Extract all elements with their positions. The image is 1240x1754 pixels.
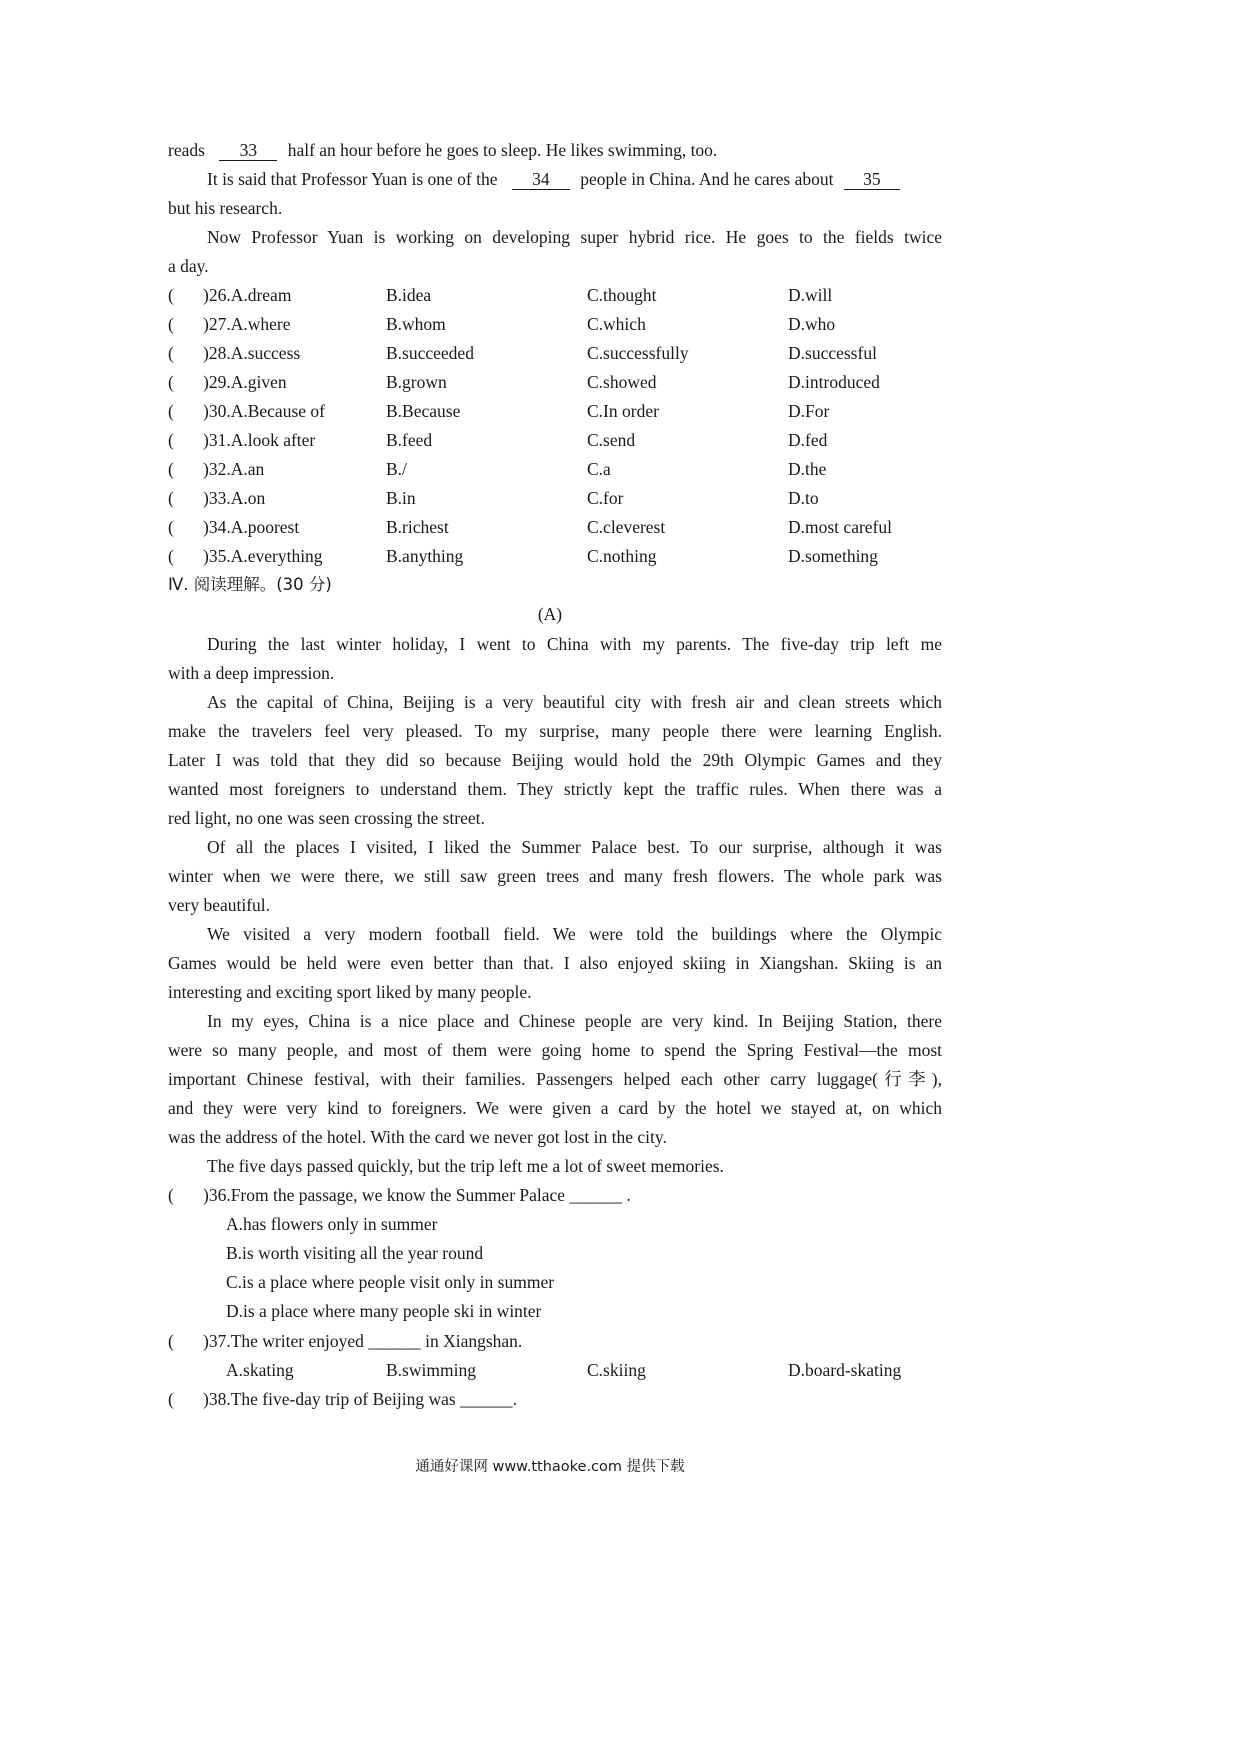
option-c: C.for [587,488,624,508]
option-b: B.anything [386,546,464,566]
option-c: C.successfully [587,343,689,363]
passage-line: important Chinese festival, with their families. Passengers helped each other carry luggage(行李), [168,1069,942,1089]
passage-line: We visited a very modern football field. We were told the buildings where the Olympic [207,924,942,944]
option-a: A.has flowers only in summer [226,1214,438,1234]
question-text: )37.The writer enjoyed ______ in Xiangshan. [203,1331,523,1351]
answer-paren: ( [168,1185,174,1205]
answer-paren: ( [168,488,174,508]
blank-33: 33 [219,140,277,161]
option-a: )27.A.where [203,314,291,334]
option-c: C.nothing [587,546,657,566]
answer-paren: ( [168,1389,174,1409]
answer-paren: ( [168,343,174,363]
option-a: )35.A.everything [203,546,323,566]
option-a: )28.A.success [203,343,301,363]
option-c: C.is a place where people visit only in summer [226,1272,555,1292]
cloze-question [0,312,1100,336]
option-b: B.succeeded [386,343,474,363]
option-a: )29.A.given [203,372,287,392]
passage-line: were so many people, and most of them were going home to spend the Spring Festival—the most [168,1040,942,1060]
option-a: A.skating [226,1360,294,1380]
cloze-line: Now Professor Yuan is working on developing super hybrid rice. He goes to the fields twice [207,227,942,247]
option-c: C.In order [587,401,659,421]
cloze-text: reads [168,140,205,160]
option-a: )32.A.an [203,459,265,479]
cloze-question [0,428,1100,452]
answer-paren: ( [168,372,174,392]
blank-34: 34 [512,169,570,190]
answer-paren: ( [168,285,174,305]
option-b: B.whom [386,314,446,334]
blank-35: 35 [844,169,900,190]
option-d: D.something [788,546,878,566]
answer-paren: ( [168,430,174,450]
option-d: D.to [788,488,819,508]
option-d: D.the [788,459,827,479]
option-d: D.fed [788,430,828,450]
page-footer: 通通好课网 www.tthaoke.com 提供下载 [415,1459,685,1475]
option-a: )30.A.Because of [203,401,325,421]
cloze-line: a day. [168,256,209,276]
cloze-text: people in China. And he cares about [580,169,834,189]
passage-line: wanted most foreigners to understand them. They strictly kept the traffic rules. When there was a [168,779,942,799]
passage-line: winter when we were there, we still saw green trees and many fresh flowers. The whole park was [168,866,942,886]
option-c: C.a [587,459,611,479]
option-c: C.send [587,430,636,450]
section-heading: Ⅳ. 阅读理解。(30 分) [168,575,332,594]
cloze-text: It is said that Professor Yuan is one of the [207,169,498,189]
option-d: D.most careful [788,517,892,537]
passage-line: Games would be held were even better than that. I also enjoyed skiing in Xiangshan. Skiing is an [168,953,942,973]
option-d: D.is a place where many people ski in winter [226,1301,542,1321]
passage-line: with a deep impression. [168,663,335,683]
answer-paren: ( [168,401,174,421]
option-b: B.feed [386,430,433,450]
option-b: B.in [386,488,416,508]
option-a: )26.A.dream [203,285,292,305]
passage-line: In my eyes, China is a nice place and Chinese people are very kind. In Beijing Station, there [207,1011,942,1031]
passage-line: red light, no one was seen crossing the street. [168,808,485,828]
option-c: C.thought [587,285,657,305]
passage-line: very beautiful. [168,895,271,915]
cloze-question [0,457,1100,481]
cloze-line: but his research. [168,198,283,218]
passage-line: As the capital of China, Beijing is a very beautiful city with fresh air and clean streets which [207,692,942,712]
question-text: )36.From the passage, we know the Summer Palace ______ . [203,1185,631,1205]
passage-line: make the travelers feel very pleased. To my surprise, many people there were learning English. [168,721,942,741]
option-a: )31.A.look after [203,430,316,450]
answer-paren: ( [168,1331,174,1351]
cloze-line [207,167,900,191]
passage-label: (A) [537,604,563,624]
option-d: D.board-skating [788,1360,902,1380]
passage-line: The five days passed quickly, but the trip left me a lot of sweet memories. [207,1156,724,1176]
option-c: C.which [587,314,646,334]
option-a: )33.A.on [203,488,266,508]
cloze-text: half an hour before he goes to sleep. He likes swimming, too. [287,140,718,160]
cloze-question [0,486,1100,510]
option-c: C.skiing [587,1360,646,1380]
cloze-question [0,341,1100,365]
passage-line: During the last winter holiday, I went to China with my parents. The five-day trip left me [207,634,942,654]
option-b: B.idea [386,285,432,305]
cloze-question [0,370,1100,394]
passage-line: and they were very kind to foreigners. We were given a card by the hotel we stayed at, on which [168,1098,942,1118]
answer-paren: ( [168,517,174,537]
option-b: B.swimming [386,1360,476,1380]
cloze-question [0,283,1100,307]
passage-line: Of all the places I visited, I liked the Summer Palace best. To our surprise, although it was [207,837,942,857]
option-a: )34.A.poorest [203,517,300,537]
option-b: B./ [386,459,407,479]
option-b: B.grown [386,372,447,392]
option-b: B.richest [386,517,449,537]
cloze-question [0,515,1100,539]
option-d: D.will [788,285,833,305]
option-b: B.is worth visiting all the year round [226,1243,484,1263]
option-d: D.introduced [788,372,880,392]
cloze-line [168,138,717,162]
answer-paren: ( [168,459,174,479]
passage-line: interesting and exciting sport liked by many people. [168,982,532,1002]
option-d: D.who [788,314,836,334]
option-b: B.Because [386,401,461,421]
option-c: C.showed [587,372,657,392]
option-d: D.For [788,401,830,421]
question-text: )38.The five-day trip of Beijing was ______. [203,1389,517,1409]
cloze-question [0,544,1100,568]
passage-line: was the address of the hotel. With the card we never got lost in the city. [168,1127,667,1147]
answer-paren: ( [168,314,174,334]
option-d: D.successful [788,343,877,363]
passage-line: Later I was told that they did so because Beijing would hold the 29th Olympic Games and they [168,750,942,770]
cloze-question [0,399,1100,423]
option-c: C.cleverest [587,517,666,537]
answer-paren: ( [168,546,174,566]
